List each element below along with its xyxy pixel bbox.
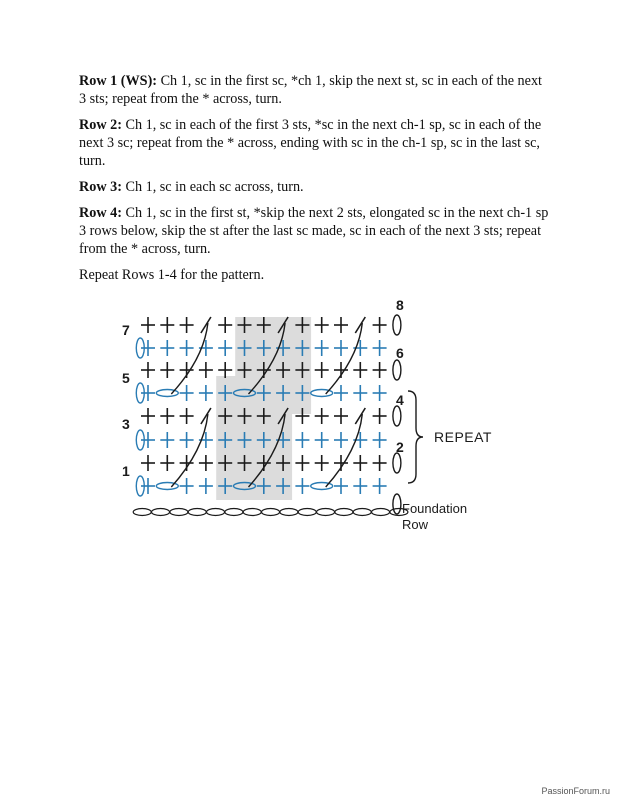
turning-chain	[393, 315, 401, 335]
foundation-label: Foundation	[402, 501, 468, 516]
row-number-5: 5	[122, 370, 130, 386]
foundation-chain	[353, 509, 371, 516]
turning-chain	[393, 453, 401, 473]
row-number-4: 4	[396, 392, 404, 408]
elongated-sc	[171, 323, 208, 394]
row-number-8: 8	[396, 297, 404, 313]
foundation-chain	[372, 509, 390, 516]
foundation-chain	[133, 509, 151, 516]
elongated-sc	[326, 414, 363, 487]
elongated-top	[201, 317, 211, 333]
foundation-chain	[262, 509, 280, 516]
instructions	[79, 72, 549, 292]
row-number-7: 7	[122, 322, 130, 338]
row-2-instruction: Row 2: Ch 1, sc in each of the first 3 sts, *sc in the next ch-1 sp, sc in each of the next 3 sc; repeat from the * across, ending with sc in the ch-1 sp, sc in the last sc, turn.	[79, 117, 542, 169]
row-4-instruction: Row 4: Ch 1, sc in the first st, *skip the next 2 sts, elongated sc in the next ch-1 sp 3 rows below, skip the st after the last sc made, sc in each of the next 3 sts; repeat from the * across, turn.	[79, 205, 549, 257]
elongated-top	[355, 317, 365, 333]
crochet-stitch-chart	[112, 288, 512, 536]
elongated-sc	[326, 323, 363, 394]
foundation-chain	[317, 509, 335, 516]
foundation-chain	[207, 509, 225, 516]
row-1-instruction: Row 1 (WS): Ch 1, sc in the first sc, *ch 1, skip the next st, sc in each of the next 3 sts; repeat from the * across, turn.	[79, 73, 542, 107]
foundation-chain	[243, 509, 261, 516]
repeat-note: Repeat Rows 1-4 for the pattern.	[79, 267, 265, 283]
row-number-2: 2	[396, 439, 404, 455]
foundation-chain	[152, 509, 170, 516]
foundation-chain	[298, 509, 316, 516]
row-number-3: 3	[122, 416, 130, 432]
watermark: PassionForum.ru	[541, 786, 610, 796]
turning-chain	[393, 406, 401, 426]
foundation-chain	[280, 509, 298, 516]
row-3-instruction: Row 3: Ch 1, sc in each sc across, turn.	[79, 179, 304, 195]
foundation-chain	[225, 509, 243, 516]
repeat-bracket	[408, 391, 423, 483]
foundation-label-row: Row	[402, 517, 429, 532]
elongated-sc	[171, 414, 208, 487]
foundation-chain	[170, 509, 188, 516]
row-number-1: 1	[122, 463, 130, 479]
elongated-top	[355, 408, 365, 424]
elongated-top	[201, 408, 211, 424]
foundation-chain	[335, 509, 353, 516]
row-number-6: 6	[396, 345, 404, 361]
foundation-chain	[188, 509, 206, 516]
repeat-label: REPEAT	[434, 429, 492, 445]
turning-chain	[393, 494, 401, 514]
turning-chain	[393, 360, 401, 380]
